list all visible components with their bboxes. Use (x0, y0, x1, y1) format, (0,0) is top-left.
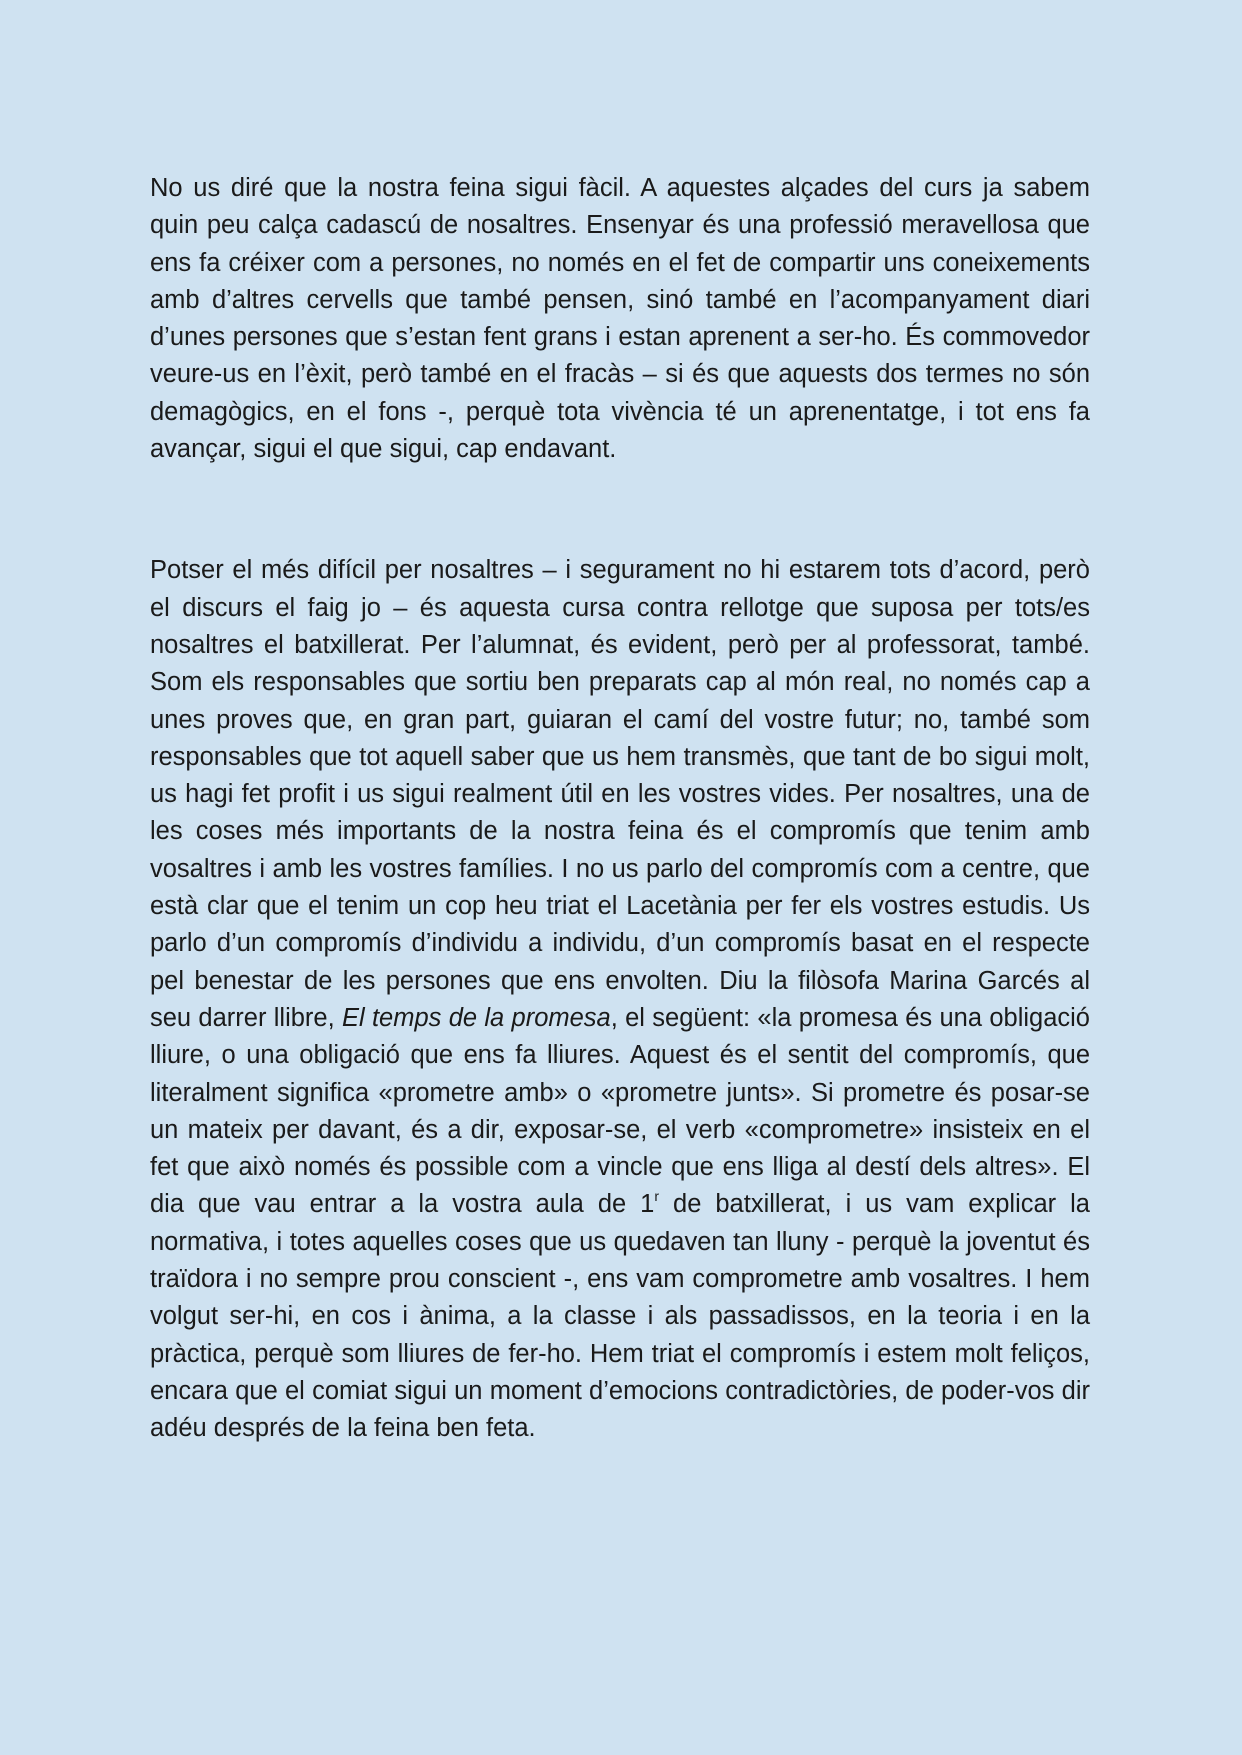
paragraph-2-part-1: Potser el més difícil per nosaltres – i segurament no hi estarem tots d’acord, però el discurs el faig jo – és aquesta cursa contra rellotge que suposa per tots/es nosaltres el batxillerat. Per l’alumnat, és evident, però per al professorat, també. Som els responsables que sortiu ben preparats cap al món real, no només cap a unes proves que, en gran part, guiaran el camí del vostre futur; no, també som responsables que tot aquell saber que us hem transmès, que tant de bo sigui molt, us hagi fet profit i us sigui realment útil en les vostres vides. Per nosaltres, una de les coses més importants de la nostra feina és el compromís que tenim amb vosaltres i amb les vostres famílies. I no us parlo del compromís com a centre, que està clar que el tenim un cop heu triat el Lacetània per fer els vostres estudis. Us parlo d’un compromís d’individu a individu, d’un compromís basat en el respecte pel benestar de les persones que ens envolten. Diu la filòsofa Marina Garcés al seu darrer llibre, (150, 556, 1090, 1032)
document-page (150, 170, 1090, 1448)
paragraph-2-part-2: , el següent: «la promesa és una obligació lliure, o una obligació que ens fa lliures. Aquest és el sentit del compromís, que literalment significa «prometre amb» o «prometre junts». Si prometre és posar-se un mateix per davant, és a dir, exposar-se, el verb «comprometre» insisteix en el fet que això només és possible com a vincle que ens lliga al destí dels altres». El dia que vau entrar a la vostra aula de 1 (150, 1003, 1090, 1219)
ordinal-superscript: r (654, 1188, 660, 1205)
paragraph-2 (150, 552, 1090, 1447)
paragraph-2-part-3: de batxillerat, i us vam explicar la normativa, i totes aquelles coses que us quedaven tan lluny - perquè la joventut és traïdora i no sempre prou conscient -, ens vam comprometre amb vosaltres. I hem volgut ser-hi, en cos i ànima, a la classe i als passadissos, en la teoria i en la pràctica, perquè som lliures de fer-ho. Hem triat el compromís i estem molt feliços, encara que el comiat sigui un moment d’emocions contradictòries, de poder-vos dir adéu després de la feina ben feta. (150, 1190, 1090, 1443)
paragraph-1: No us diré que la nostra feina sigui fàcil. A aquestes alçades del curs ja sabem quin peu calça cadascú de nosaltres. Ensenyar és una professió meravellosa que ens fa créixer com a persones, no només en el fet de compartir uns coneixements amb d’altres cervells que també pensen, sinó també en l’acompanyament diari d’unes persones que s’estan fent grans i estan aprenent a ser-ho. És commovedor veure-us en l’èxit, però també en el fracàs – si és que aquests dos termes no són demagògics, en el fons -, perquè tota vivència té un aprenentatge, i tot ens fa avançar, sigui el que sigui, cap endavant. (150, 174, 1090, 464)
book-title: El temps de la promesa (341, 1003, 611, 1032)
